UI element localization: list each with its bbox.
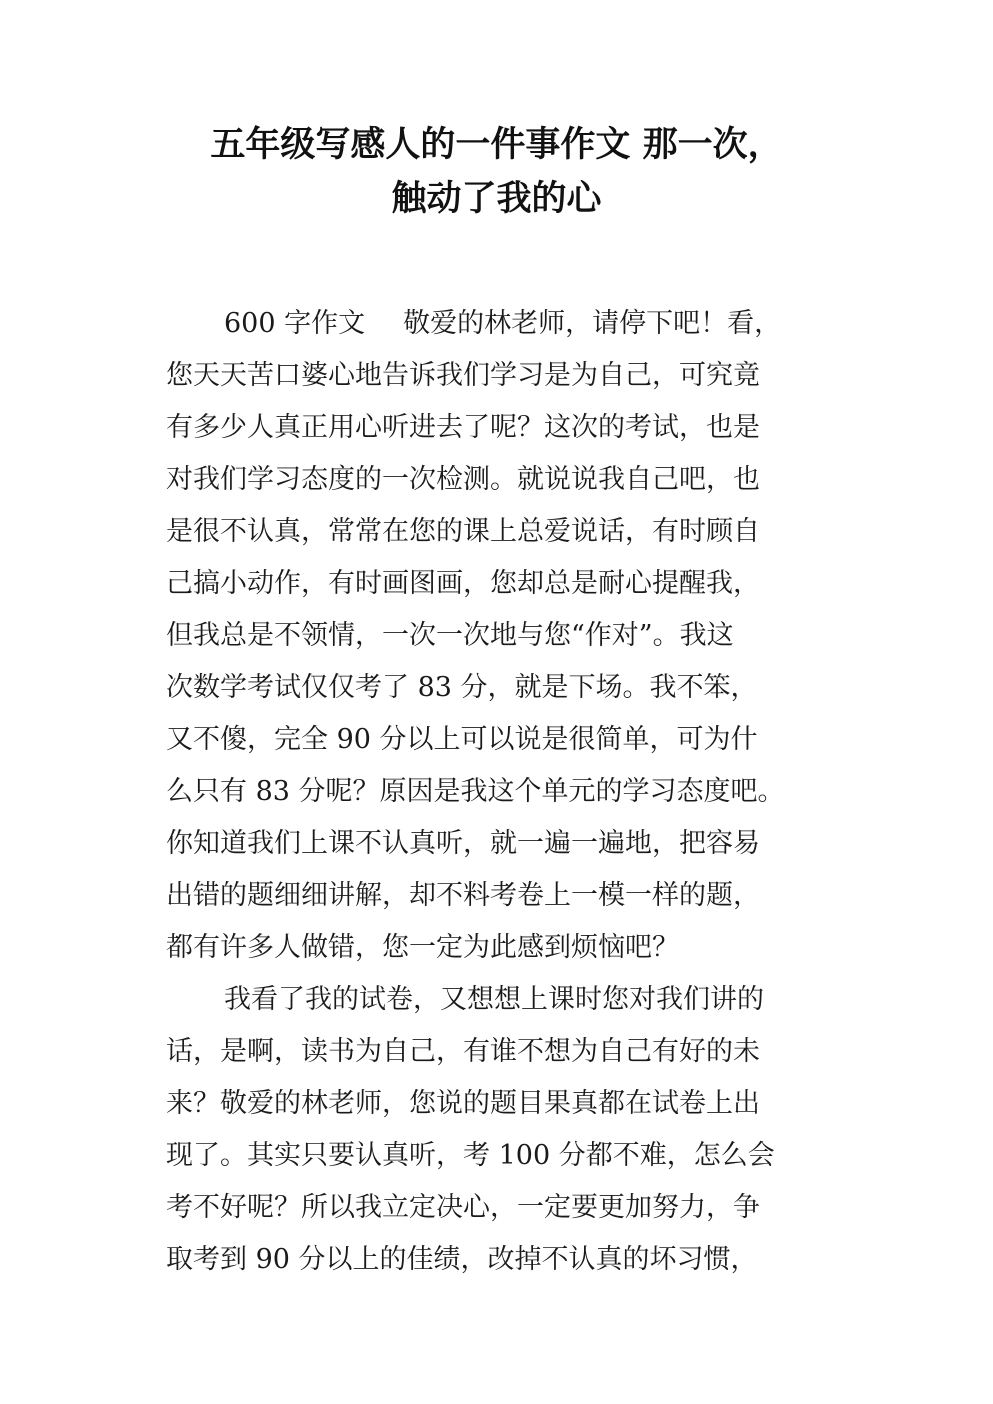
title-line-2: 触动了我的心 — [391, 179, 602, 219]
paragraph-line: 么只有 83 分呢？原因是我这个单元的学习态度吧。 — [166, 776, 785, 807]
document-title — [150, 118, 843, 226]
paragraph-line: 你知道我们上课不认真听，就一遍一遍地，把容易 — [166, 828, 760, 859]
paragraph-line: 现了。其实只要认真听，考 100 分都不难，怎么会 — [166, 1140, 775, 1171]
paragraph-line: 来？敬爱的林老师，您说的题目果真都在试卷上出 — [166, 1088, 760, 1119]
paragraph-line: 次数学考试仅仅考了 83 分，就是下场。我不笨， — [166, 672, 758, 703]
paragraph-line: 600 字作文 敬爱的林老师，请停下吧！看， — [224, 308, 782, 339]
paragraph-line: 取考到 90 分以上的佳绩，改掉不认真的坏习惯， — [166, 1244, 758, 1275]
paragraph-line: 出错的题细细讲解，却不料考卷上一模一样的题， — [166, 880, 760, 911]
paragraph-line: 又不傻，完全 90 分以上可以说是很简单，可为什 — [166, 724, 758, 755]
paragraph-line: 对我们学习态度的一次检测。就说说我自己吧，也 — [166, 464, 760, 495]
paragraph-line: 话，是啊，读书为自己，有谁不想为自己有好的未 — [166, 1036, 760, 1067]
document-body — [166, 298, 834, 1286]
paragraph-line: 己搞小动作，有时画图画，您却总是耐心提醒我， — [166, 568, 760, 599]
lead-label: 600 字作文 — [224, 308, 366, 339]
paragraph-line: 我看了我的试卷，又想想上课时您对我们讲的 — [224, 984, 764, 1015]
paragraph-line: 考不好呢？所以我立定决心，一定要更加努力，争 — [166, 1192, 760, 1223]
title-line-1: 五年级写感人的一件事作文 那一次， — [210, 125, 783, 165]
paragraph-line: 但我总是不领情，一次一次地与您“作对”。我这 — [166, 620, 734, 651]
paragraph-line: 都有许多人做错，您一定为此感到烦恼吧？ — [166, 932, 679, 963]
paragraph-line: 有多少人真正用心听进去了呢？这次的考试，也是 — [166, 412, 760, 443]
paragraph-2 — [166, 974, 834, 1286]
paragraph-line: 您天天苦口婆心地告诉我们学习是为自己，可究竟 — [166, 360, 760, 391]
paragraph-1 — [166, 298, 834, 974]
paragraph-line: 是很不认真，常常在您的课上总爱说话，有时顾自 — [166, 516, 760, 547]
